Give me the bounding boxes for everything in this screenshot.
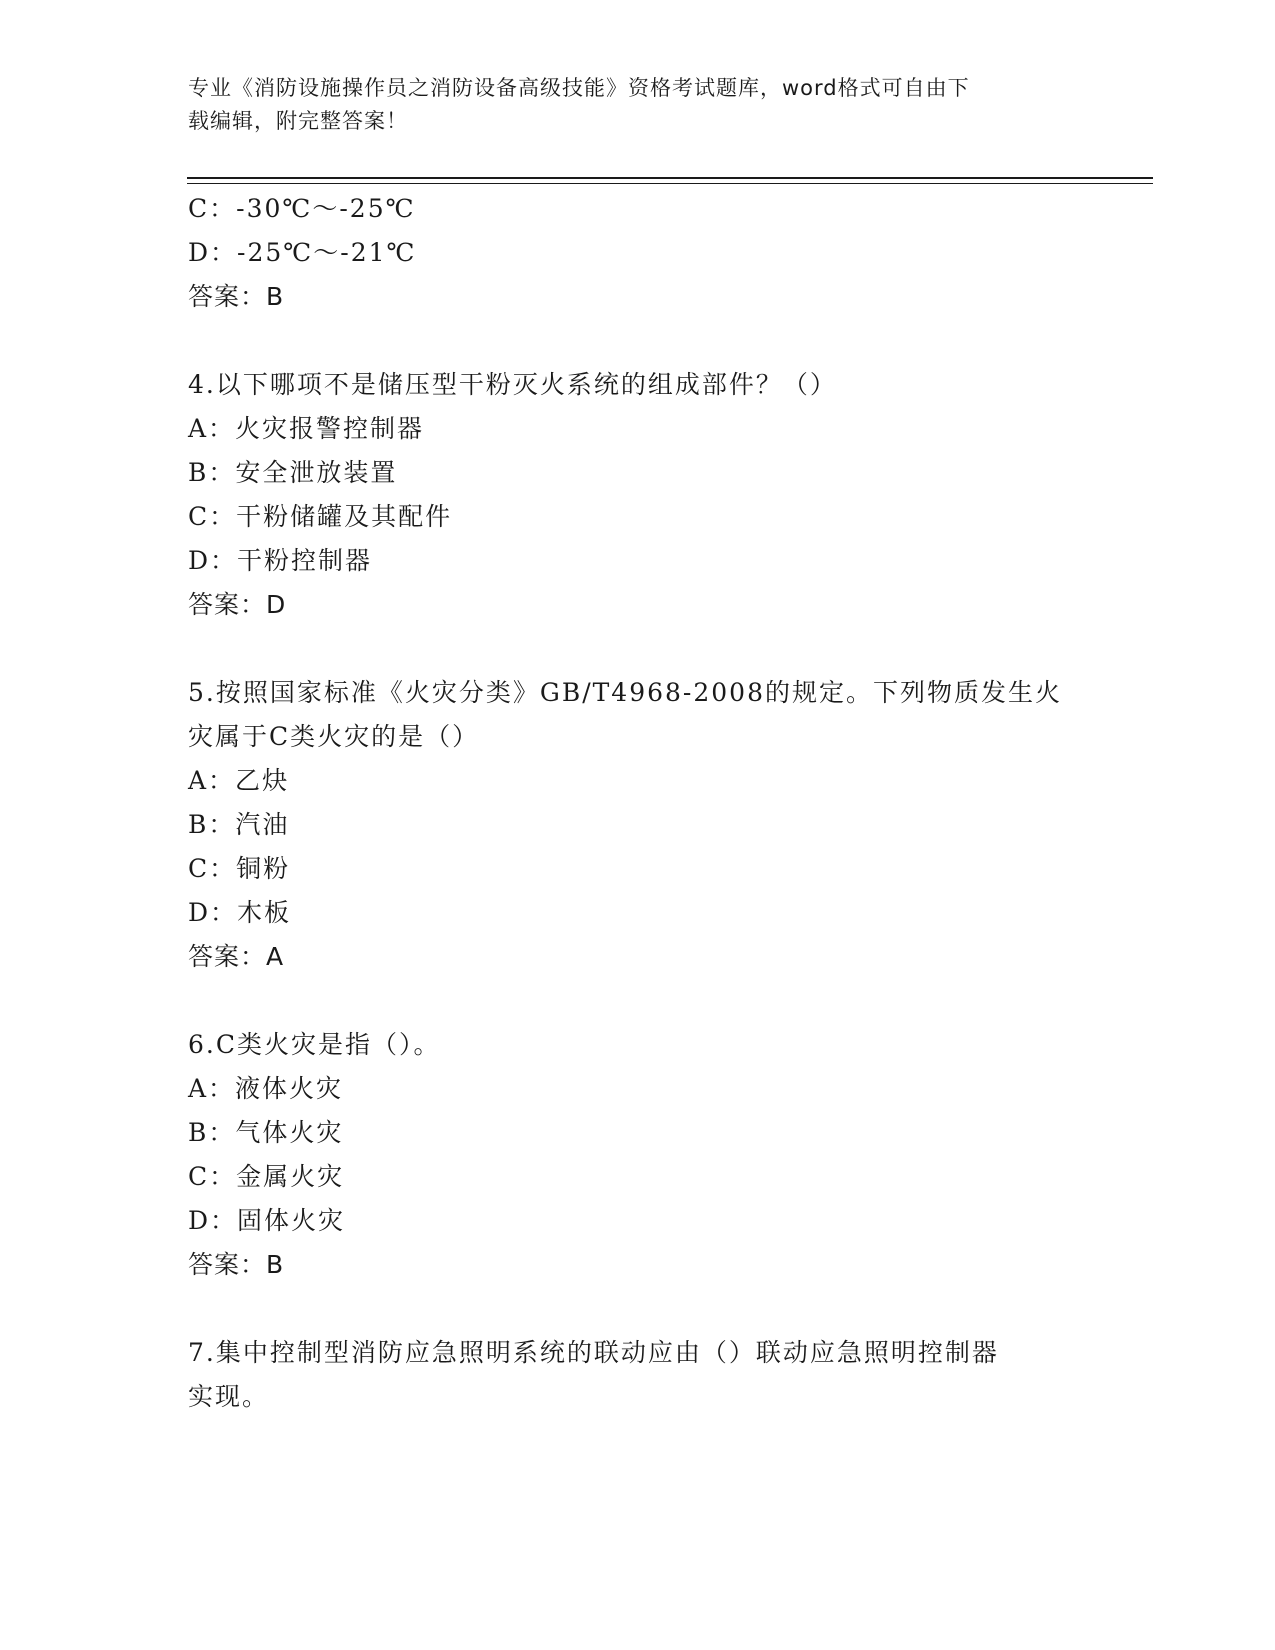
- q5-stem-line-2: 灾属于C类火灾的是（）: [188, 722, 480, 751]
- q5-option-d: D：木板: [188, 898, 292, 927]
- q6-option-a: A：液体火灾: [188, 1074, 344, 1103]
- header-line-2: 载编辑，附完整答案！: [188, 109, 408, 133]
- q6-stem: 6.C类火灾是指（）。: [188, 1030, 441, 1059]
- q7-stem-line-2: 实现。: [188, 1382, 270, 1411]
- q4-option-b: B：安全泄放装置: [188, 458, 398, 487]
- q4-stem: 4.以下哪项不是储压型干粉灭火系统的组成部件？（）: [188, 370, 837, 399]
- header-divider-thick: [187, 177, 1153, 179]
- q5-option-b: B：汽油: [188, 810, 290, 839]
- q6-option-b: B：气体火灾: [188, 1118, 344, 1147]
- document-header: [188, 72, 1068, 138]
- q7-stem-line-1: 7.集中控制型消防应急照明系统的联动应由（）联动应急照明控制器: [188, 1338, 999, 1367]
- q6-option-d: D：固体火灾: [188, 1206, 346, 1235]
- q3-option-c: C：-30℃～-25℃: [188, 194, 416, 223]
- q5-option-a: A：乙炔: [188, 766, 290, 795]
- q5-stem-line-1: 5.按照国家标准《火灾分类》GB/T4968-2008的规定。下列物质发生火: [188, 678, 1062, 707]
- q3-option-d: D：-25℃～-21℃: [188, 238, 417, 267]
- q6-option-c: C：金属火灾: [188, 1162, 345, 1191]
- q5-option-c: C：铜粉: [188, 854, 291, 883]
- q3-answer: 答案：B: [188, 282, 285, 311]
- q4-option-c: C：干粉储罐及其配件: [188, 502, 453, 531]
- q4-option-d: D：干粉控制器: [188, 546, 373, 575]
- header-divider-thin: [187, 183, 1153, 184]
- q4-option-a: A：火灾报警控制器: [188, 414, 425, 443]
- q5-answer: 答案：A: [188, 942, 285, 971]
- q4-answer: 答案：D: [188, 590, 287, 619]
- q6-answer: 答案：B: [188, 1250, 285, 1279]
- header-line-1: 专业《消防设施操作员之消防设备高级技能》资格考试题库，word格式可自由下: [188, 76, 970, 100]
